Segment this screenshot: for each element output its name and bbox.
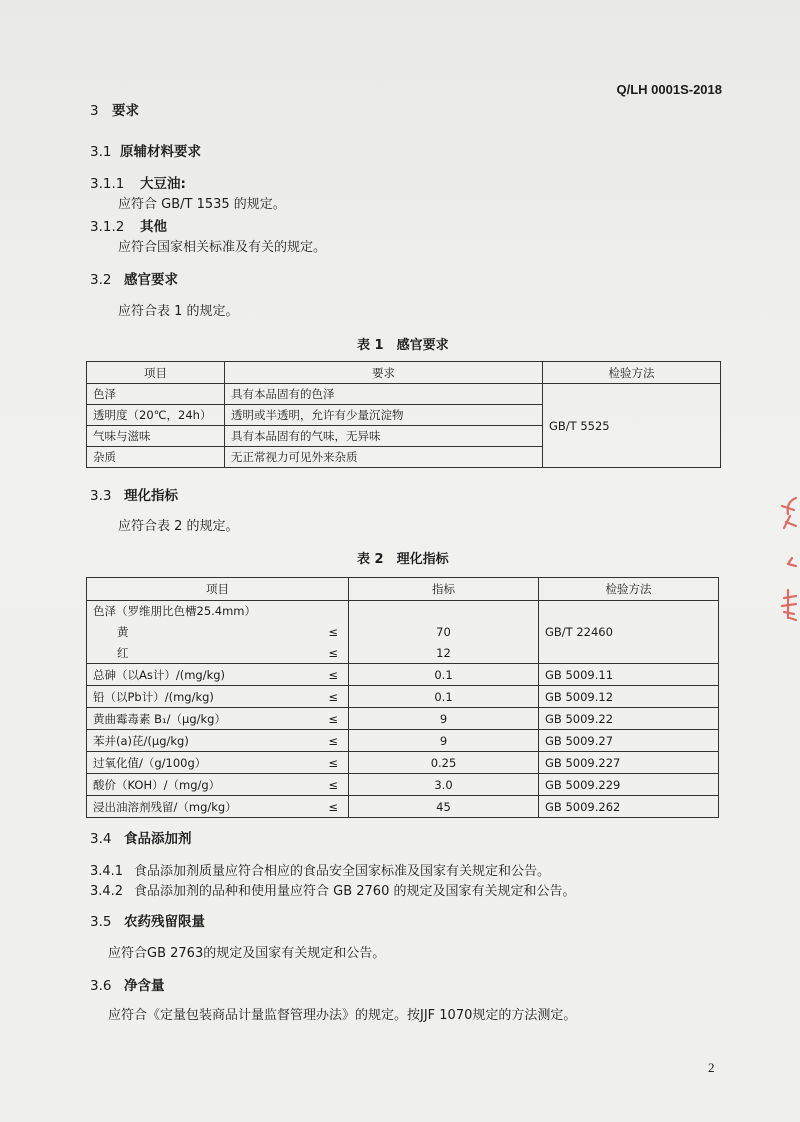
value-cell: 0.1 xyxy=(349,686,539,708)
section-number: 3 xyxy=(90,103,99,119)
method-cell: GB 5009.22 xyxy=(539,708,719,730)
section-title: 原辅材料要求 xyxy=(120,144,201,160)
section-number: 3.1.1 xyxy=(90,176,125,192)
section-3-1-heading xyxy=(90,140,201,160)
section-number: 3.1.2 xyxy=(90,219,125,235)
section-3-2-text: 应符合表 1 的规定。 xyxy=(118,304,239,319)
method-cell: GB 5009.229 xyxy=(539,774,719,796)
limit-symbol: ≤ xyxy=(319,708,349,730)
value-cell: 45 xyxy=(349,796,539,818)
column-header: 要求 xyxy=(225,362,543,384)
limit-symbol: ≤ xyxy=(319,796,349,818)
item-cell: 色泽 xyxy=(87,384,225,405)
section-number: 3.4 xyxy=(90,831,112,847)
physicochemical-table xyxy=(86,577,719,818)
section-title: 净含量 xyxy=(124,978,165,994)
value-cell: 12 xyxy=(349,643,539,664)
column-header: 项目 xyxy=(87,362,225,384)
section-3-6-heading xyxy=(90,974,165,994)
item-cell: 透明度（20℃，24h） xyxy=(87,405,225,426)
value-cell: 70 xyxy=(349,622,539,643)
item-cell: 黄曲霉毒素 B₁/（μg/kg） xyxy=(87,708,319,730)
value-cell: 9 xyxy=(349,730,539,752)
section-3-1-1-heading xyxy=(90,172,186,192)
section-3-heading xyxy=(90,99,139,119)
value-cell: 0.1 xyxy=(349,664,539,686)
section-title: 食品添加剂 xyxy=(124,831,192,847)
table-row xyxy=(87,774,719,796)
section-number: 3.6 xyxy=(90,978,112,994)
table-row xyxy=(87,752,719,774)
table-row xyxy=(87,730,719,752)
table-row xyxy=(87,686,719,708)
item-cell: 黄 xyxy=(87,622,319,643)
item-cell: 红 xyxy=(87,643,319,664)
method-cell: GB 5009.27 xyxy=(539,730,719,752)
column-header: 检验方法 xyxy=(539,578,719,601)
limit-symbol: ≤ xyxy=(319,643,349,664)
section-title: 其他 xyxy=(140,219,167,235)
section-3-5-heading xyxy=(90,910,205,930)
item-cell: 杂质 xyxy=(87,447,225,468)
requirement-cell: 具有本品固有的气味，无异味 xyxy=(225,426,543,447)
value-cell: 9 xyxy=(349,708,539,730)
method-cell: GB/T 22460 xyxy=(539,601,719,664)
table-header-row xyxy=(87,362,721,384)
section-number: 3.5 xyxy=(90,914,112,930)
table-row xyxy=(87,601,719,622)
section-title: 理化指标 xyxy=(124,488,178,504)
requirement-cell: 透明或半透明，允许有少量沉淀物 xyxy=(225,405,543,426)
item-cell: 过氧化值/（g/100g） xyxy=(87,752,319,774)
section-3-5-text: 应符合GB 2763的规定及国家有关规定和公告。 xyxy=(108,946,386,961)
item-cell: 总砷（以As计）/(mg/kg) xyxy=(87,664,319,686)
section-3-1-2-heading xyxy=(90,215,167,235)
section-3-1-1-text: 应符合 GB/T 1535 的规定。 xyxy=(118,197,286,212)
section-title: 大豆油: xyxy=(140,176,186,192)
section-3-2-heading xyxy=(90,268,178,288)
column-header: 项目 xyxy=(87,578,349,601)
section-3-4-1 xyxy=(90,860,550,879)
limit-symbol: ≤ xyxy=(319,686,349,708)
section-3-3-text: 应符合表 2 的规定。 xyxy=(118,519,239,534)
item-cell: 苯并(a)芘/(μg/kg) xyxy=(87,730,319,752)
section-3-3-heading xyxy=(90,484,178,504)
section-number: 3.1 xyxy=(90,144,112,160)
limit-symbol: ≤ xyxy=(319,774,349,796)
requirement-cell: 具有本品固有的色泽 xyxy=(225,384,543,405)
value-cell: 3.0 xyxy=(349,774,539,796)
requirement-cell: 无正常视力可见外来杂质 xyxy=(225,447,543,468)
section-3-4-heading xyxy=(90,827,192,847)
item-cell: 铅（以Pb计）/(mg/kg) xyxy=(87,686,319,708)
item-cell: 气味与滋味 xyxy=(87,426,225,447)
section-title: 感官要求 xyxy=(124,272,178,288)
section-3-1-2-text: 应符合国家相关标准及有关的规定。 xyxy=(118,240,327,255)
table-row xyxy=(87,664,719,686)
page-number: 2 xyxy=(708,1060,715,1075)
limit-symbol: ≤ xyxy=(319,622,349,643)
limit-symbol: ≤ xyxy=(319,664,349,686)
table-1-caption: 表 1 感官要求 xyxy=(357,338,449,353)
item-cell: 酸价（KOH）/（mg/g） xyxy=(87,774,319,796)
table-row xyxy=(87,384,721,405)
method-cell: GB 5009.11 xyxy=(539,664,719,686)
official-seal-stamp xyxy=(766,480,800,640)
section-text: 食品添加剂质量应符合相应的食品安全国家标准及国家有关规定和公告。 xyxy=(134,864,551,879)
section-number: 3.2 xyxy=(90,272,112,288)
section-3-6-text: 应符合《定量包装商品计量监督管理办法》的规定。按JJF 1070规定的方法测定。 xyxy=(108,1008,577,1023)
value-cell: 0.25 xyxy=(349,752,539,774)
method-cell: GB 5009.12 xyxy=(539,686,719,708)
method-cell: GB 5009.262 xyxy=(539,796,719,818)
method-cell: GB 5009.227 xyxy=(539,752,719,774)
item-cell: 色泽（罗维朋比色槽25.4mm） xyxy=(87,601,319,622)
section-number: 3.4.2 xyxy=(90,884,124,899)
limit-symbol: ≤ xyxy=(319,752,349,774)
limit-symbol: ≤ xyxy=(319,730,349,752)
table-row xyxy=(87,796,719,818)
section-text: 食品添加剂的品种和使用量应符合 GB 2760 的规定及国家有关规定和公告。 xyxy=(134,884,576,899)
table-row xyxy=(87,708,719,730)
column-header: 检验方法 xyxy=(543,362,721,384)
item-cell: 浸出油溶剂残留/（mg/kg） xyxy=(87,796,319,818)
table-2-caption: 表 2 理化指标 xyxy=(357,552,449,567)
column-header: 指标 xyxy=(349,578,539,601)
table-header-row xyxy=(87,578,719,601)
sensory-table xyxy=(86,361,721,468)
method-cell: GB/T 5525 xyxy=(543,384,721,468)
document-code: Q/LH 0001S-2018 xyxy=(616,82,722,97)
section-title: 要求 xyxy=(112,103,139,119)
section-title: 农药残留限量 xyxy=(124,914,205,930)
section-number: 3.3 xyxy=(90,488,112,504)
section-3-4-2 xyxy=(90,880,575,899)
section-number: 3.4.1 xyxy=(90,864,124,879)
